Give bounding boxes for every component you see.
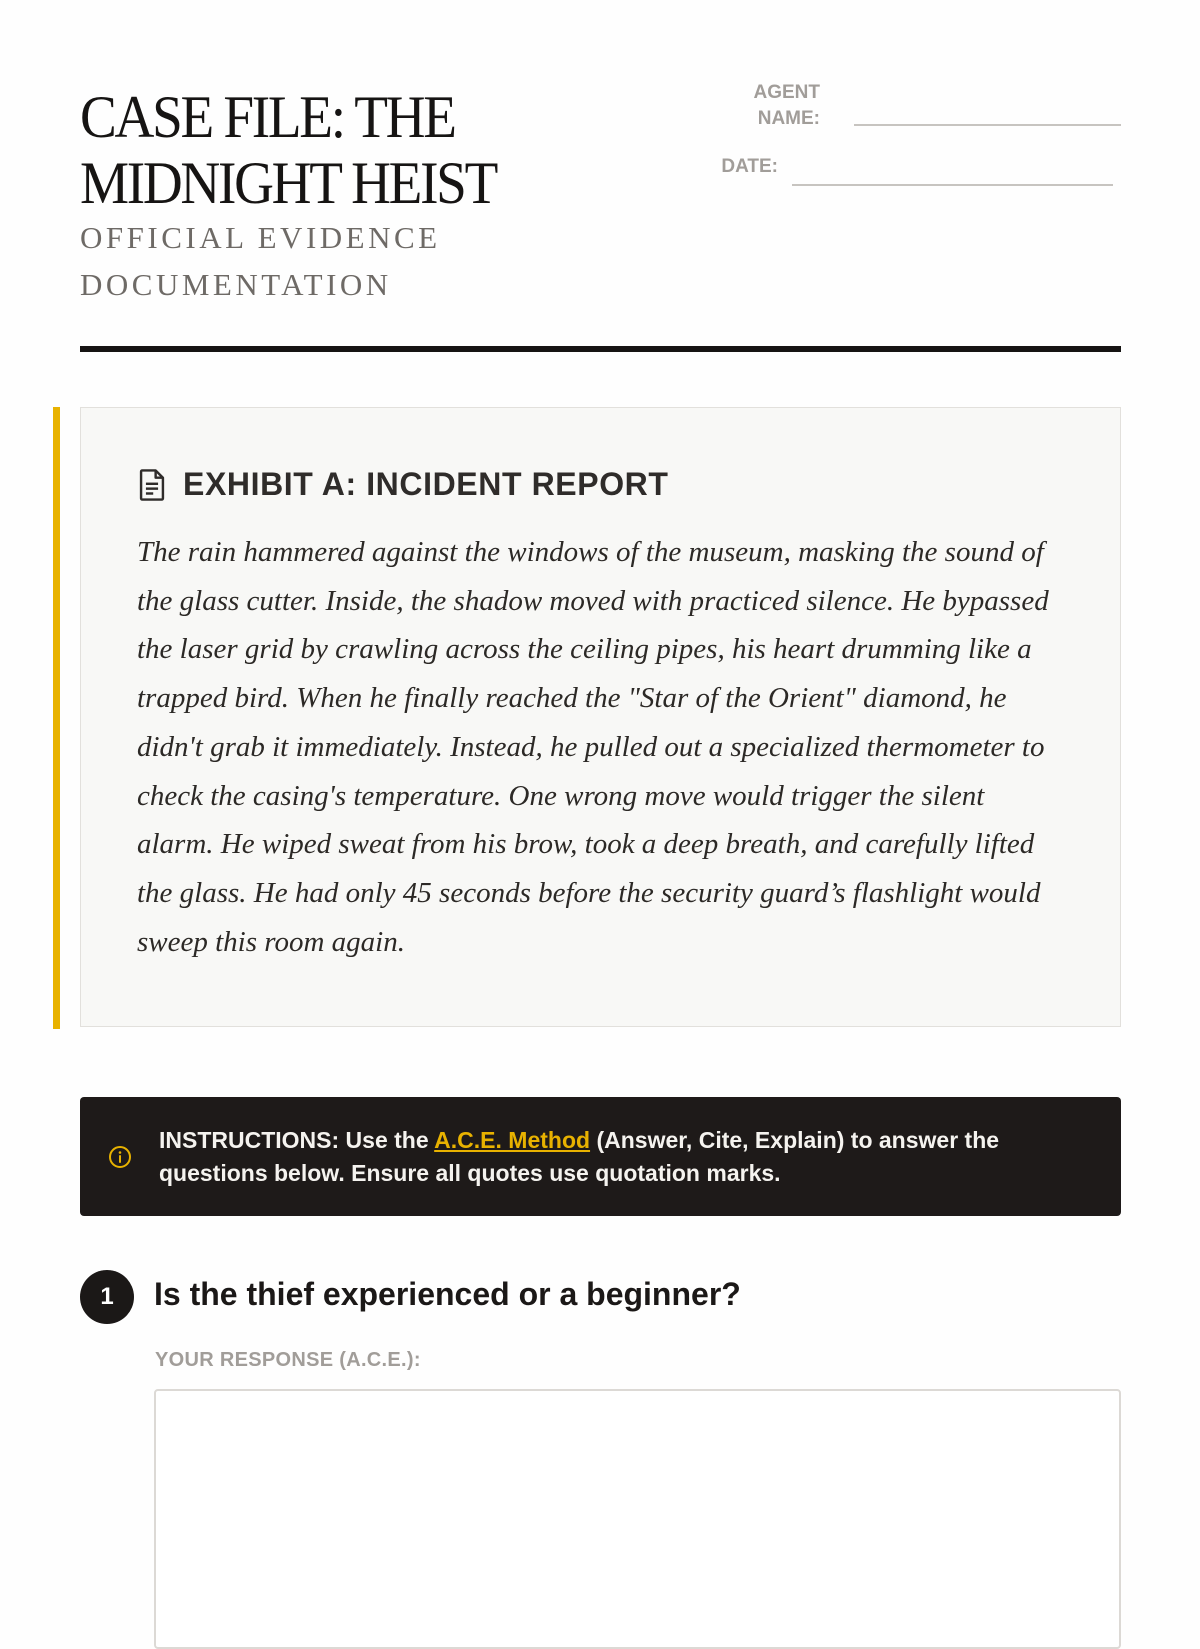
exhibit-title: EXHIBIT A: INCIDENT REPORT xyxy=(183,466,669,502)
info-icon xyxy=(108,1145,132,1169)
instructions-text: INSTRUCTIONS: Use the A.C.E. Method (Answer, Cite, Explain) to answer the questions below. Ensure all quotes use quotation marks. xyxy=(159,1127,1000,1186)
question-text: Is the thief experienced or a beginner? xyxy=(154,1276,741,1312)
incident-report-text: The rain hammered against the windows of the museum, masking the sound of the glass cutter. Inside, the shadow moved with practiced silence. He bypassed the laser grid by crawling across the ceiling pipes, his heart drumming like a trapped bird. When he finally reached the "Star of the Orient" diamond, he didn't grab it immediately. Instead, he pulled out a specialized thermometer to check the casing's temperature. One wrong move would trigger the silent alarm. He wiped sweat from his brow, took a deep breath, and carefully lifted the glass. He had only 45 seconds before the security guard’s flashlight would sweep this room again. xyxy=(137,536,1049,958)
question-number-badge: 1 xyxy=(80,1270,134,1324)
ace-method-link[interactable]: A.C.E. Method xyxy=(434,1127,591,1153)
date-label: DATE: xyxy=(721,156,778,177)
response-label: YOUR RESPONSE (A.C.E.): xyxy=(155,1349,421,1371)
subtitle-line-2: DOCUMENTATION xyxy=(80,267,392,302)
exhibit-accent-bar xyxy=(53,407,60,1029)
date-field[interactable] xyxy=(792,184,1113,186)
exhibit-header xyxy=(137,466,669,503)
response-textarea[interactable] xyxy=(154,1389,1121,1649)
agent-name-field[interactable] xyxy=(854,124,1121,126)
document-icon xyxy=(137,468,167,502)
case-title-line-2: MIDNIGHT HEIST xyxy=(80,150,497,216)
subtitle-line-1: OFFICIAL EVIDENCE xyxy=(80,220,441,255)
header-divider xyxy=(80,346,1121,352)
exhibit-panel xyxy=(80,407,1121,1027)
instructions-banner xyxy=(80,1097,1121,1216)
case-title xyxy=(80,84,632,216)
case-title-line-1: CASE FILE: THE xyxy=(80,84,455,150)
case-subtitle xyxy=(80,214,540,308)
agent-name-label: AGENT NAME: xyxy=(753,82,820,129)
